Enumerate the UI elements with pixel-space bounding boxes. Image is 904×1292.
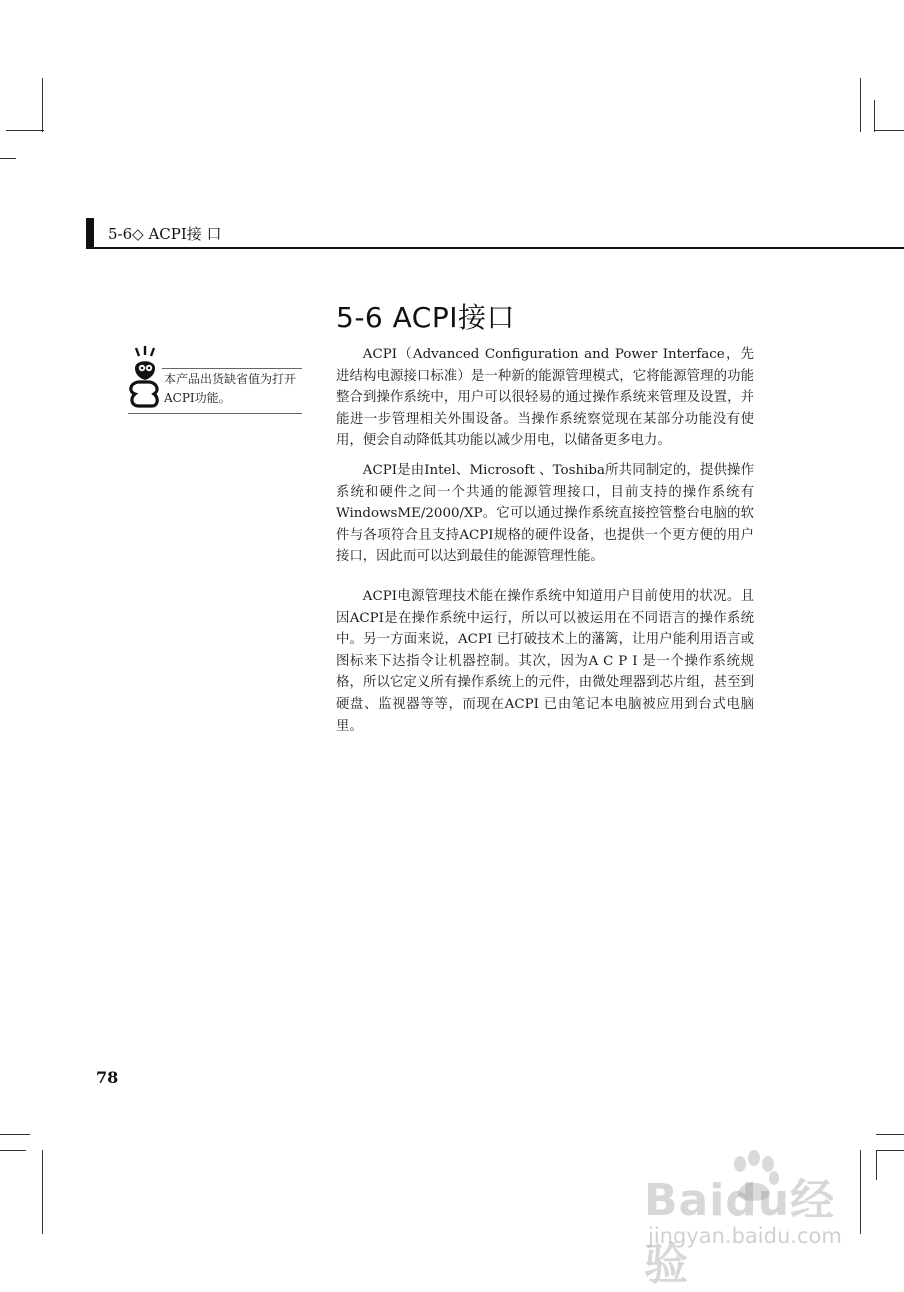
running-head-rule xyxy=(86,247,904,249)
running-head xyxy=(86,218,904,248)
baidu-watermark xyxy=(644,1150,864,1290)
page-number: 78 xyxy=(96,1068,119,1087)
watermark-logo: Baidu经验 xyxy=(644,1175,836,1290)
paragraph: ACPI是由Intel、Microsoft 、Toshiba所共同制定的，提供操作系统和硬件之间一个共通的能源管理接口，目前支持的操作系统有WindowsME/2000/XP。它可以通过操作系统直接控管整台电脑的软件与各项符合且支持ACPI规格的硬件设备，也提供一个更方便的用户接口，因此而可以达到最佳的能源管理性能。 xyxy=(336,462,754,565)
crop-mark xyxy=(42,1150,43,1234)
section-title: 5-6 ACPI接口 xyxy=(336,301,515,334)
crop-mark xyxy=(0,1134,30,1135)
crop-mark xyxy=(6,130,44,131)
crop-mark xyxy=(42,78,43,132)
crop-mark xyxy=(0,1150,26,1151)
sidebar-note xyxy=(128,346,302,414)
crop-mark xyxy=(876,1150,904,1151)
crop-mark xyxy=(0,158,16,159)
crop-mark xyxy=(876,1150,877,1180)
crop-mark xyxy=(876,1134,904,1135)
running-head-text: 5-6◇ ACPI接 口 xyxy=(108,225,222,243)
watermark-url: jingyan.baidu.com xyxy=(648,1224,842,1248)
note-bottom-rule xyxy=(128,413,302,414)
paragraph: ACPI电源管理技术能在操作系统中知道用户目前使用的状况。且因ACPI是在操作系统中运行，所以可以被运用在不同语言的操作系统中。另一方面来说，ACPI 已打破技术上的藩篱，让用户能利用语言或图标来下达指令让机器控制。其次，因为A C P I 是一个操作系统规格，所以它定义所有操作系统上的元件，由微处理器到芯片组，甚至到硬盘、监视器等等，而现在ACPI 已由笔记本电脑被应用到台式电脑里。 xyxy=(336,588,754,734)
note-top-rule xyxy=(162,368,302,369)
body-text xyxy=(336,344,754,737)
note-text: 本产品出货缺省值为打开ACPI功能。 xyxy=(164,372,297,405)
running-head-bar xyxy=(86,218,94,248)
crop-mark xyxy=(860,78,861,132)
paragraph: ACPI（Advanced Configuration and Power Interface，先进结构电源接口标准）是一种新的能源管理模式，它将能源管理的功能整合到操作系统中，用户可以很轻易的通过操作系统来管理及设置，并能进一步管理相关外围设备。当操作系统察觉现在某部分功能没有使用，便会自动降低其功能以减少用电，以储备更多电力。 xyxy=(336,347,754,449)
crop-mark xyxy=(874,130,904,131)
crop-mark xyxy=(874,100,875,132)
note-character-icon xyxy=(128,346,160,408)
